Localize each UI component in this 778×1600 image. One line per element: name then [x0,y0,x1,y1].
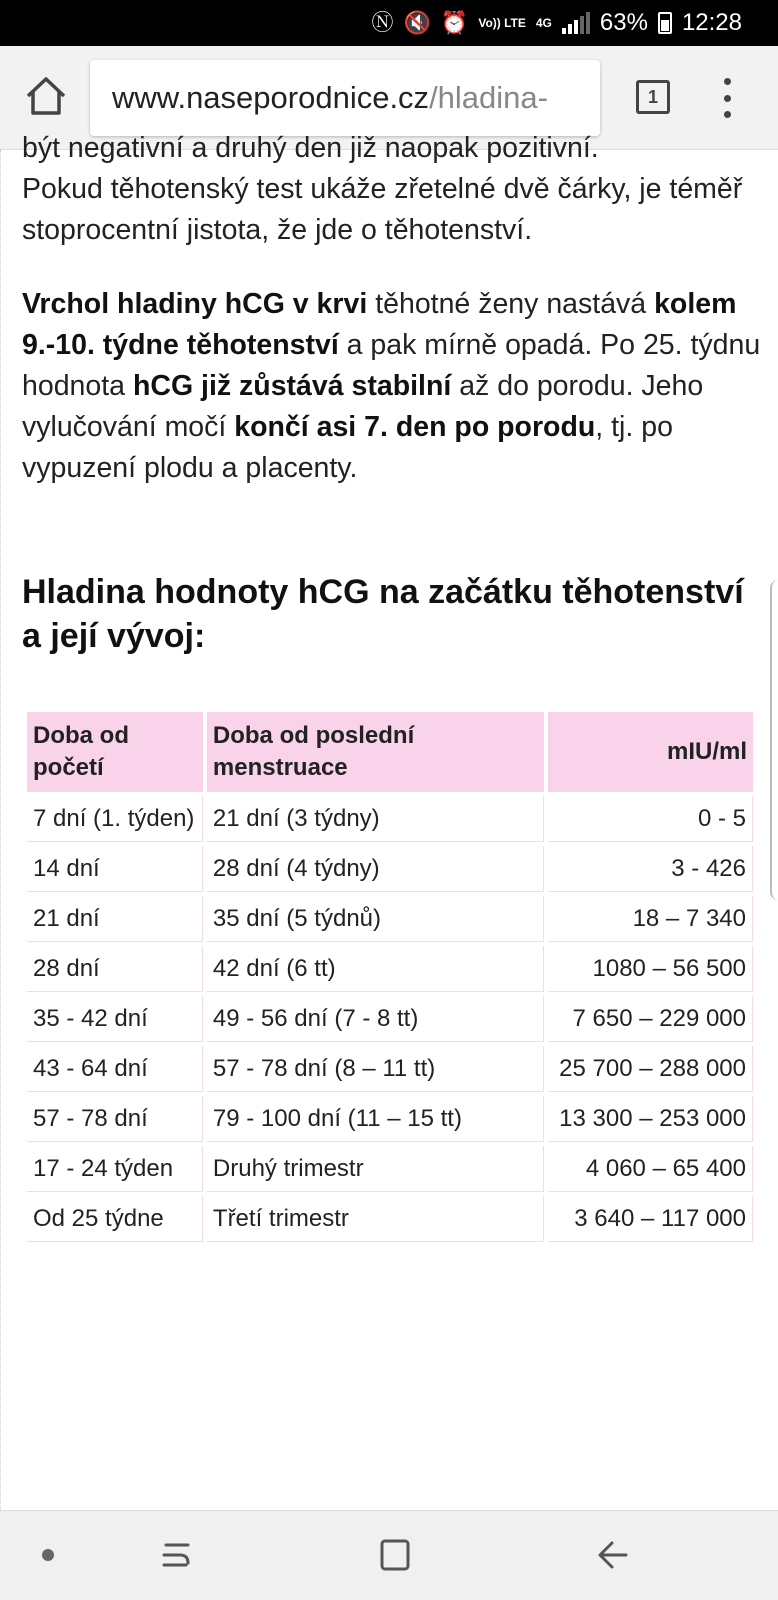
column-header-conception: Doba od početí [27,712,203,792]
page-content [0,132,778,1510]
url-host: www.naseporodnice.cz [112,80,430,115]
url-path: /hladina- [429,80,548,115]
bold-text: hCG již zůstává stabilní [132,370,452,402]
cell-miu: 1080 – 56 500 [548,946,753,992]
hcg-table [23,708,757,1246]
cell-menstruation: Druhý trimestr [207,1146,545,1192]
scrollbar[interactable] [770,580,778,900]
battery-icon [658,12,672,34]
paragraph-hcg-peak [22,284,762,489]
section-heading: Hladina hodnoty hCG na začátku těhotenství a její vývoj: [22,573,744,655]
cell-miu: 3 - 426 [548,846,753,892]
column-header-menstruation: Doba od poslední menstruace [207,712,545,792]
cell-conception: 7 dní (1. týden) [27,796,203,842]
table-row [27,796,753,842]
back-icon[interactable] [596,1537,630,1573]
bold-text: kolem 9.-10. týdne těhotenství [22,288,737,361]
table-row [27,1046,753,1092]
text: až do porodu. Jeho vylučování močí [22,370,704,443]
more-menu-icon[interactable] [722,78,732,118]
text: , tj. po vypuzení plodu a placenty. [22,411,673,484]
table-row [27,946,753,992]
table-row [27,1196,753,1242]
cell-menstruation: 42 dní (6 tt) [207,946,545,992]
bold-text: Vrchol hladiny hCG v krvi [22,288,368,320]
text: těhotné ženy nastává [367,288,655,320]
cell-menstruation: 21 dní (3 týdny) [207,796,545,842]
text: a pak mírně opadá. Po 25. týdnu hodnota [22,329,761,402]
nfc-icon: Ⓝ [371,10,394,35]
table-row [27,846,753,892]
clock: 12:28 [681,9,742,36]
bold-text: končí asi 7. den po porodu [234,411,596,443]
cell-menstruation: 28 dní (4 týdny) [207,846,545,892]
alarm-icon: ⏰ [440,10,469,35]
cell-conception: 43 - 64 dní [27,1046,203,1092]
table-row [27,1096,753,1142]
table-row [27,996,753,1042]
home-icon[interactable] [24,74,68,118]
cell-miu: 25 700 – 288 000 [548,1046,753,1092]
cell-miu: 4 060 – 65 400 [548,1146,753,1192]
tabs-button[interactable]: 1 [636,80,670,114]
cell-menstruation: 79 - 100 dní (11 – 15 tt) [207,1096,545,1142]
cell-conception: 57 - 78 dní [27,1096,203,1142]
system-nav-bar [0,1510,778,1600]
home-button-icon[interactable] [378,1537,412,1573]
table-row [27,1146,753,1192]
cell-menstruation: 35 dní (5 týdnů) [207,896,545,942]
signal-icon [562,12,590,34]
mute-icon: 🔇 [403,10,431,35]
cell-miu: 0 - 5 [548,796,753,842]
network-type: 4G [535,16,552,30]
cell-miu: 7 650 – 229 000 [548,996,753,1042]
address-bar[interactable] [90,60,600,136]
column-header-miu: mIU/ml [548,712,753,792]
cell-menstruation: 57 - 78 dní (8 – 11 tt) [207,1046,545,1092]
cell-miu: 18 – 7 340 [548,896,753,942]
cell-conception: 17 - 24 týden [27,1146,203,1192]
table-row [27,896,753,942]
cell-conception: 28 dní [27,946,203,992]
volte-indicator: Vo)) LTE [478,16,526,30]
cell-miu: 13 300 – 253 000 [548,1096,753,1142]
cell-conception: 14 dní [27,846,203,892]
recent-apps-icon[interactable] [160,1537,192,1573]
cell-conception: Od 25 týdne [27,1196,203,1242]
status-bar [0,0,778,46]
table-header-row [27,712,753,792]
cell-menstruation: Třetí trimestr [207,1196,545,1242]
cell-conception: 21 dní [27,896,203,942]
paragraph-text: Pokud těhotenský test ukáže zřetelné dvě čárky, je téměř stoprocentní jistota, že jde o těhotenství. [22,173,743,246]
paragraph-test-result [22,128,762,251]
cell-miu: 3 640 – 117 000 [548,1196,753,1242]
hide-nav-dot-icon[interactable] [42,1549,54,1561]
battery-percent: 63% [599,9,648,36]
paragraph-cut-line: být negativní a druhý den již naopak pozitivní. [22,132,599,164]
cell-conception: 35 - 42 dní [27,996,203,1042]
cell-menstruation: 49 - 56 dní (7 - 8 tt) [207,996,545,1042]
